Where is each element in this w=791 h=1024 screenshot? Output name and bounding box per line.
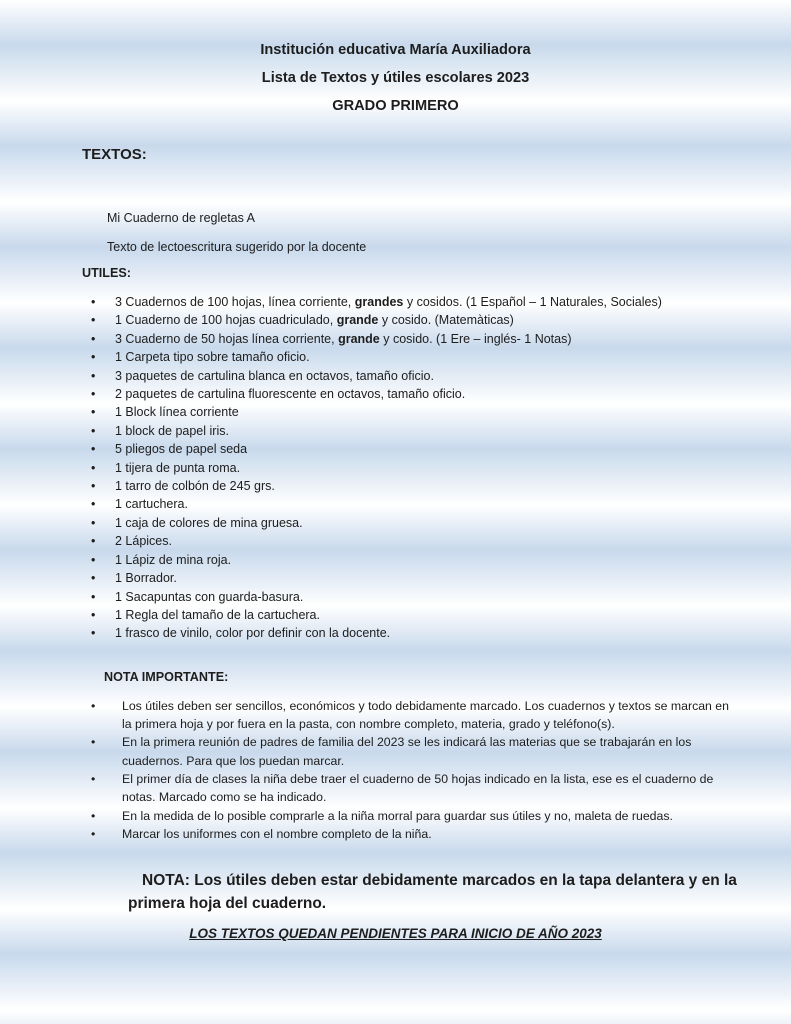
list-item: • Los útiles deben ser sencillos, económicos y todo debidamente marcado. Los cuadernos y textos se marcan en la primera hoja y por fuera en la pasta, con nombre completo, materia, grado y teléfono(s). xyxy=(91,697,739,734)
list-item: • 1 Block línea corriente xyxy=(91,403,751,421)
list-item: • 1 Borrador. xyxy=(91,569,751,587)
list-item: • 3 paquetes de cartulina blanca en octavos, tamaño oficio. xyxy=(91,367,751,385)
textos-item: Mi Cuaderno de regletas A xyxy=(107,211,256,225)
grade-title: GRADO PRIMERO xyxy=(332,98,459,114)
list-item: • 1 cartuchera. xyxy=(91,495,751,513)
final-note: NOTA: Los útiles deben estar debidamente marcados en la tapa delantera y en la primera hoja del cuaderno. xyxy=(128,872,737,912)
list-item: • 2 Lápices. xyxy=(91,532,751,550)
list-item: • 1 block de papel iris. xyxy=(91,422,751,440)
document-header xyxy=(0,0,791,120)
nota-importante-section xyxy=(0,669,791,843)
pending-note: LOS TEXTOS QUEDAN PENDIENTES PARA INICIO DE AÑO 2023 xyxy=(189,926,602,942)
textos-item: Texto de lectoescritura sugerido por la docente xyxy=(107,240,367,254)
list-item: • 1 Cuaderno de 100 hojas cuadriculado, grande y cosido. (Matemàticas) xyxy=(91,311,751,329)
list-item: • 1 Sacapuntas con guarda-basura. xyxy=(91,588,751,606)
utiles-list xyxy=(91,293,751,643)
list-item: • En la primera reunión de padres de familia del 2023 se les indicará las materias que se trabajarán en los cuadernos. Para que los puedan marcar. xyxy=(91,733,739,770)
utiles-heading: UTILES: xyxy=(82,266,131,280)
list-item: • 1 frasco de vinilo, color por definir con la docente. xyxy=(91,624,751,642)
textos-section xyxy=(0,146,791,256)
document-title: Lista de Textos y útiles escolares 2023 xyxy=(261,70,530,86)
list-item: • 1 Carpeta tipo sobre tamaño oficio. xyxy=(91,348,751,366)
list-item: • 1 Lápiz de mina roja. xyxy=(91,551,751,569)
list-item: • 3 Cuaderno de 50 hojas línea corriente, grande y cosido. (1 Ere – inglés- 1 Notas) xyxy=(91,330,751,348)
list-item: • 3 Cuadernos de 100 hojas, línea corriente, grandes y cosidos. (1 Español – 1 Naturales, Sociales) xyxy=(91,293,751,311)
textos-heading: TEXTOS: xyxy=(82,146,147,163)
list-item: • El primer día de clases la niña debe traer el cuaderno de 50 hojas indicado en la lista, ese es el cuaderno de notas. Marcado como se ha indicado. xyxy=(91,770,739,807)
list-item: • 1 Regla del tamaño de la cartuchera. xyxy=(91,606,751,624)
list-item: • Marcar los uniformes con el nombre completo de la niña. xyxy=(91,825,739,843)
list-item: • 1 caja de colores de mina gruesa. xyxy=(91,514,751,532)
nota-importante-list xyxy=(91,697,739,843)
list-item: • 1 tijera de punta roma. xyxy=(91,459,751,477)
list-item: • En la medida de lo posible comprarle a la niña morral para guardar sus útiles y no, maleta de ruedas. xyxy=(91,807,739,825)
institution-title: Institución educativa María Auxiliadora xyxy=(260,42,531,58)
list-item: • 5 pliegos de papel seda xyxy=(91,440,751,458)
list-item: • 2 paquetes de cartulina fluorescente en octavos, tamaño oficio. xyxy=(91,385,751,403)
nota-importante-heading: NOTA IMPORTANTE: xyxy=(104,669,229,684)
utiles-section xyxy=(0,265,791,643)
list-item: • 1 tarro de colbón de 245 grs. xyxy=(91,477,751,495)
